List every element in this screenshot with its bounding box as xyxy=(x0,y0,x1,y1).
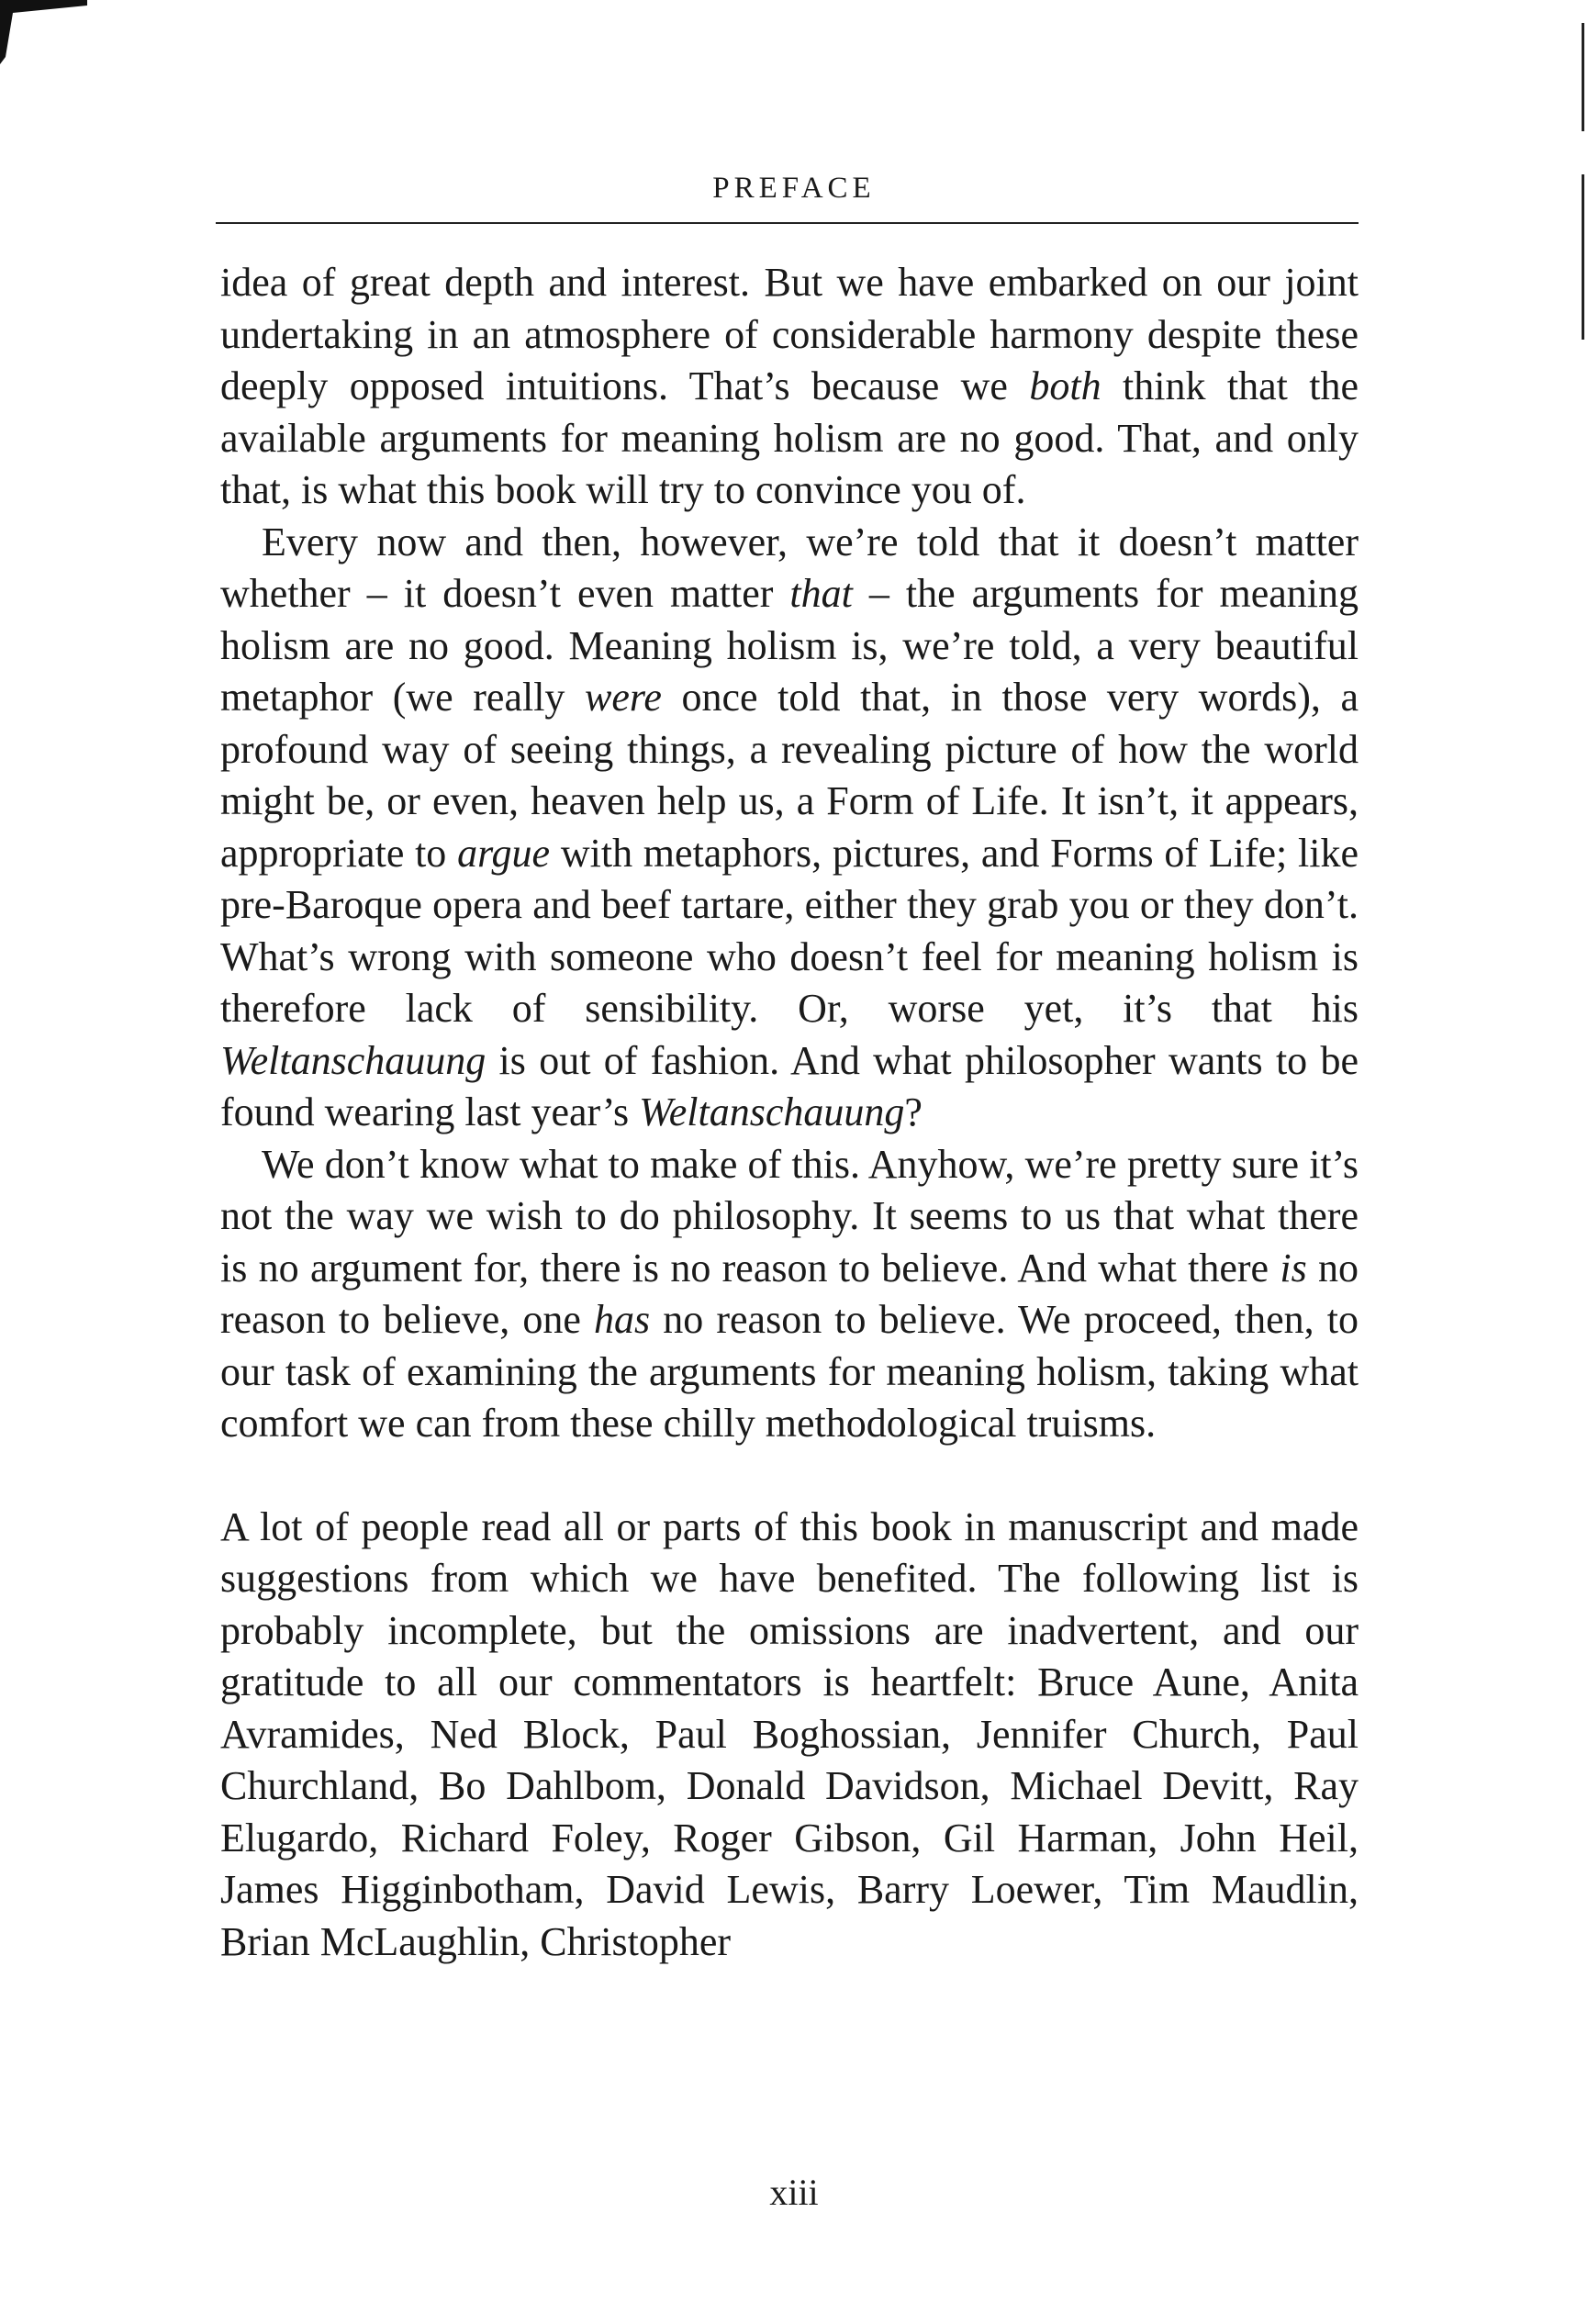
text-run: ? xyxy=(904,1089,923,1134)
text-run: Every now and then, however, we’re told that it doesn’t matter whether – it doesn’t even matter xyxy=(220,519,1359,616)
text-run: once told that, in those very words), a profound way of seeing things, a revealing picture of how the world might be, or even, heaven help us, a Form of Life. It isn’t, it appears, appropriate to xyxy=(220,675,1359,876)
text-run: no reason to believe. We proceed, then, to our task of examining the arguments for meaning holism, taking what comfort we can from these chilly methodological truisms. xyxy=(220,1297,1359,1446)
text-run: idea of great depth and interest. But we have embarked on our joint undertaking in an atmosphere of considerable harmony despite these deeply opposed intuitions. That’s because we xyxy=(220,260,1359,408)
body-text xyxy=(220,257,1359,1968)
italic-text: has xyxy=(594,1297,651,1342)
running-head: PREFACE xyxy=(712,172,876,205)
text-run: is out of fashion. And what philosopher wants to be found wearing last year’s xyxy=(220,1037,1359,1134)
text-run: no reason to believe, one xyxy=(220,1245,1359,1342)
crop-corner-mark xyxy=(0,0,87,64)
italic-text: that xyxy=(789,571,853,616)
paragraph xyxy=(220,257,1359,517)
italic-text: is xyxy=(1280,1245,1307,1290)
paragraph xyxy=(220,517,1359,1139)
italic-text: both xyxy=(1029,363,1102,408)
text-run: A lot of people read all or parts of this book in manuscript and made suggestions from which we have benefited. The following list is probably incomplete, but the omissions are inadvertent, and our gratitude to all our commentators is heartfelt: Bruce Aune, Anita Avramides, Ned Block, Paul Boghossian, Jennifer Church, Paul Churchland, Bo Dahlbom, Donald Davidson, Michael Devitt, Ray Elugardo, Richard Foley, Roger Gibson, Gil Harman, John Heil, James Higginbotham, David Lewis, Barry Loewer, Tim Maudlin, Brian McLaughlin, Christopher xyxy=(220,1503,1359,1964)
italic-text: argue xyxy=(457,830,551,876)
text-run: think that the available arguments for meaning holism are no good. That, and only that, is what this book will try to convince you of. xyxy=(220,363,1359,512)
italic-text: were xyxy=(585,675,662,720)
text-run: – the arguments for meaning holism are no good. Meaning holism is, we’re told, a very beautiful metaphor (we really xyxy=(220,571,1359,720)
text-run: We don’t know what to make of this. Anyhow, we’re pretty sure it’s not the way we wish to do philosophy. It seems to us that what there is no argument for, there is no reason to believe. And what there xyxy=(220,1141,1359,1290)
paragraph xyxy=(220,1502,1359,1969)
italic-text: Weltanschauung xyxy=(220,1037,486,1083)
page-number: xiii xyxy=(769,2172,819,2213)
paragraph xyxy=(220,1139,1359,1450)
header-rule xyxy=(216,222,1359,224)
italic-text: Weltanschauung xyxy=(639,1089,905,1134)
text-run: with metaphors, pictures, and Forms of Life; like pre-Baroque opera and beef tartare, either they grab you or they don’t. What’s wrong with someone who doesn’t feel for meaning holism is therefore lack of sensibility. Or, worse yet, it’s that his xyxy=(220,830,1359,1031)
page-edge-line xyxy=(1582,23,1584,131)
